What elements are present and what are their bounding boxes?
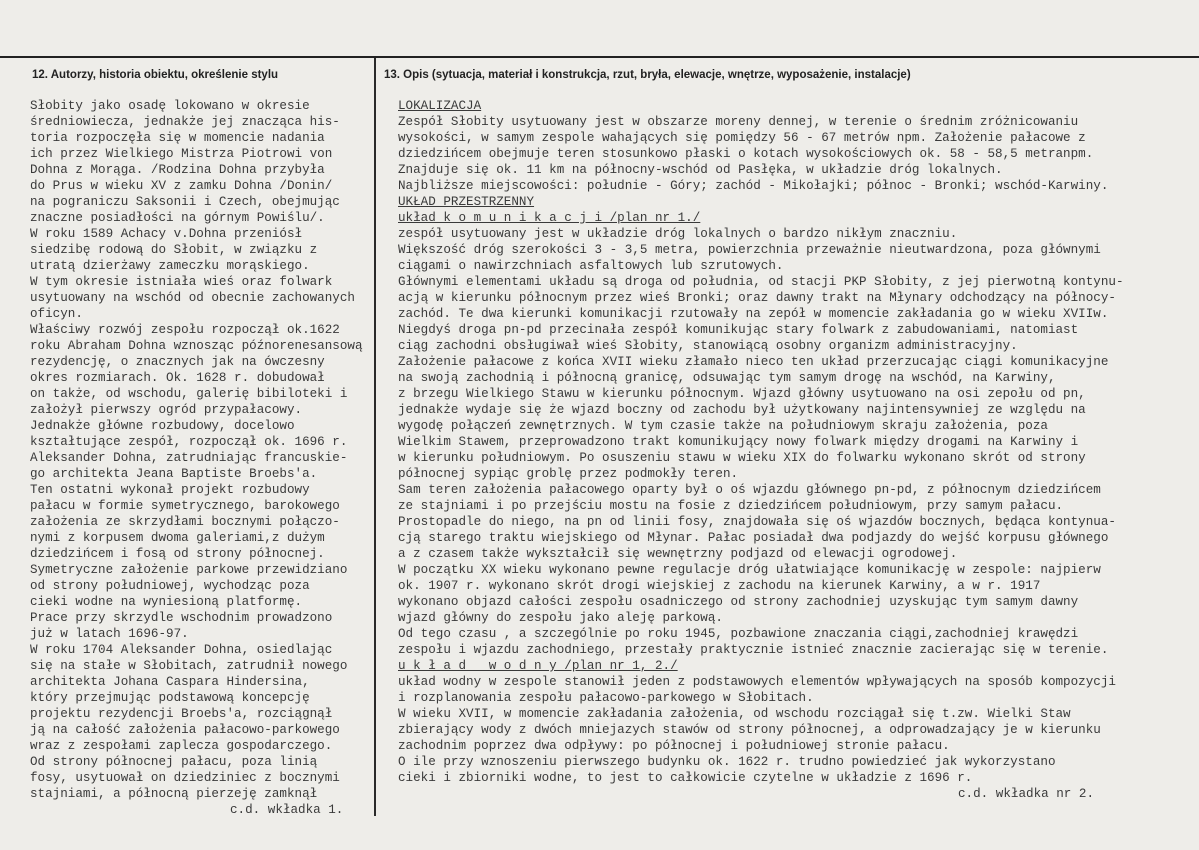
description-text-line: zbierający wody z dwóch mniejazych stawów od strony północnej, a odprowadzający je w kierunku (398, 723, 1101, 737)
description-text-line: północnej sypiąc groblę przez podmokły teren. (398, 467, 739, 481)
description-text-line: Założenie pałacowe z końca XVII wieku złamało nieco ten układ przerzucając ciągi komunikacyjne (398, 355, 1109, 369)
history-text-line: już w latach 1696-97. (30, 627, 189, 641)
history-text-line: rezydencję, o znacznych jak na ówczesny (30, 355, 325, 369)
description-text-line: i rozplanowania zespołu pałacowo-parkowego w Słobitach. (398, 691, 814, 705)
description-text-line: dziedzińcem obejmuje teren stosunkowo płaski o kotach wysokościowych ok. 58 - 58,5 metranpm. (398, 147, 1094, 161)
description-text-line: Prostopadle do niego, na pn od linii fosy, znajdowała się oś wjazdów bocznych, będąca kontynua- (398, 515, 1116, 529)
history-text-line: który przejmując podstawową koncepcję (30, 691, 310, 705)
description-text-line: Niegdyś droga pn-pd przecinała zespół komunikując stary folwark z zabudowaniami, natomiast (398, 323, 1079, 337)
history-text-line: średniowiecza, jednakże jej znacząca his- (30, 115, 340, 129)
history-text-line: nymi z korpusem dwoma galeriami,z dużym (30, 531, 325, 545)
description-continuation-note: c.d. wkładka nr 2. (958, 787, 1095, 801)
description-text-line: Większość dróg szerokości 3 - 3,5 metra, powierzchnia przeważnie nieutwardzona, poza głównymi (398, 243, 1101, 257)
description-text-line: wjazd główny do zespołu jako aleję parkową. (398, 611, 723, 625)
history-text-line: W tym okresie istniała wieś oraz folwark (30, 275, 333, 289)
description-subheading: układ k o m u n i k a c j i /plan nr 1./ (398, 211, 701, 225)
history-text-line: cieki wodne na wyniesioną platformę. (30, 595, 303, 609)
description-text-line: jednakże wydaje się że wjazd boczny od zachodu był użytkowany najintensywniej ze względu na (398, 403, 1086, 417)
history-text-line: usytuowany na wschód od obecnie zachowanych (30, 291, 355, 305)
history-text-line: toria rozpoczęła się w momencie nadania (30, 131, 325, 145)
description-text-line: a z czasem także wykształcił się wewnętrzny podjazd od elewacji ogrodowej. (398, 547, 958, 561)
description-text-line: cieki i zbiorniki wodne, to jest to całkowicie czytelne w układzie z 1696 r. (398, 771, 973, 785)
section-13-header: 13. Opis (sytuacja, materiał i konstrukcja, rzut, bryła, elewacje, wnętrze, wyposażenie, instalacje) (384, 69, 911, 81)
history-text-line: Aleksander Dohna, zatrudniając francuskie- (30, 451, 348, 465)
description-text-line: cją starego traktu wiejskiego od Młynar. Pałac posiadał dwa podjazdy do wejść korpusu głównego (398, 531, 1109, 545)
history-text-column (30, 98, 375, 818)
history-text-line: Prace przy skrzydle wschodnim prowadzono (30, 611, 333, 625)
section-12-header: 12. Autorzy, historia obiektu, określenie stylu (32, 69, 279, 81)
history-text-line: Jednakże główne rozbudowy, docelowo (30, 419, 295, 433)
description-text-line: O ile przy wznoszeniu pierwszego budynku ok. 1622 r. trudno powiedzieć jak wykorzystano (398, 755, 1056, 769)
description-text-line: W wieku XVII, w momencie zakładania założenia, od wschodu rozciągał się t.zw. Wielki Staw (398, 707, 1071, 721)
history-text-line: W roku 1704 Aleksander Dohna, osiedlając (30, 643, 333, 657)
history-text-line: stajniami, a północną pierzeję zamknął (30, 787, 318, 801)
description-subheading: LOKALIZACJA (398, 99, 482, 113)
description-subheading: u k ł a d w o d n y /plan nr 1, 2./ (398, 659, 678, 673)
description-subheading: UKŁAD PRZESTRZENNY (398, 195, 535, 209)
description-text-line: Najbliższe miejscowości: południe - Góry; zachód - Mikołajki; północ - Bronki; wschód-Karwiny. (398, 179, 1109, 193)
history-text-line: Od strony północnej pałacu, poza linią (30, 755, 318, 769)
description-text-line: ciągami o nawirzchniach asfaltowych lub szrutowych. (398, 259, 784, 273)
history-text-line: od strony południowej, wychodząc poza (30, 579, 310, 593)
history-text-line: okres rozmiarach. Ok. 1628 r. dobudował (30, 371, 325, 385)
history-text-line: utratą dzierżawy zameczku morąskiego. (30, 259, 310, 273)
history-text-line: Właściwy rozwój zespołu rozpoczął ok.1622 (30, 323, 340, 337)
history-text-line: W roku 1589 Achacy v.Dohna przeniósł (30, 227, 303, 241)
history-text-line: ich przez Wielkiego Mistrza Piotrowi von (30, 147, 333, 161)
description-text-line: na swoją zachodnią i północną granicę, odsuwając tym samym drogę na wschód, na Karwiny, (398, 371, 1056, 385)
history-text-line: na pograniczu Saksonii i Czech, obejmując (30, 195, 340, 209)
description-text-line: ze stajniami i po przejściu mostu na fosie z dziedzińcem południowym, przy samym pałacu. (398, 499, 1064, 513)
history-text-line: Słobity jako osadę lokowano w okresie (30, 99, 310, 113)
description-text-line: Zespół Słobity usytuowany jest w obszarze moreny dennej, w terenie o średnim zróżnicowaniu (398, 115, 1079, 129)
history-text-line: znaczne posiadłości na górnym Powiślu/. (30, 211, 325, 225)
description-text-line: wykonano objazd całości zespołu osadniczego od strony zachodniej uzyskując tym samym dawny (398, 595, 1079, 609)
history-text-line: projektu rezydencji Broebs'a, rozciągnął (30, 707, 333, 721)
description-text-line: ok. 1907 r. wykonano skrót drogi wiejskiej z zachodu na kierunek Karwiny, a w r. 1917 (398, 579, 1041, 593)
history-text-line: fosy, usytuował on dziedziniec z bocznymi (30, 771, 340, 785)
description-text-line: wygodę połączeń zewnętrznych. W tym czasie także na południowym skraju założenia, poza (398, 419, 1048, 433)
history-text-line: on także, od wschodu, galerię bibiloteki i (30, 387, 348, 401)
description-text-line: acją w kierunku północnym przez wieś Bronki; oraz dawny trakt na Młynary odchodzący na północy- (398, 291, 1116, 305)
history-text-line: go architekta Jeana Baptiste Broebs'a. (30, 467, 318, 481)
history-text-line: architekta Johana Caspara Hindersina, (30, 675, 310, 689)
description-text-line: Głównymi elementami układu są droga od południa, od stacji PKP Słobity, z jej pierwotną kontynu- (398, 275, 1124, 289)
description-text-line: W początku XX wieku wykonano pewne regulacje dróg ułatwiające komunikację w zespole: najpierw (398, 563, 1101, 577)
history-text-line: się na stałe w Słobitach, zatrudnił nowego (30, 659, 348, 673)
description-text-column (398, 98, 1198, 802)
history-text-line: Dohna z Morąga. /Rodzina Dohna przybyła (30, 163, 325, 177)
description-text-line: Od tego czasu , a szczególnie po roku 1945, pozbawione znaczania ciągi,zachodniej krawędzi (398, 627, 1079, 641)
description-text-line: w kierunku południowym. Po osuszeniu stawu w wieku XIX do folwarku wykonano skrót od strony (398, 451, 1086, 465)
history-text-line: ją na całość założenia pałacowo-parkowego (30, 723, 340, 737)
history-text-line: założył pierwszy ogród przypałacowy. (30, 403, 303, 417)
description-text-line: zachód. Te dwa kierunki komunikacji rzutowały na zepół w momencie zakładania go w wieku XVIIw. (398, 307, 1109, 321)
history-text-line: kształtujące zespół, rozpoczął ok. 1696 r. (30, 435, 348, 449)
top-rule (0, 56, 1199, 58)
history-text-line: dziedzińcem i fosą od strony północnej. (30, 547, 325, 561)
description-text-line: układ wodny w zespole stanowił jeden z podstawowych elementów wpływających na sposób kompozycji (398, 675, 1116, 689)
description-text-line: wysokości, w samym zespole wahających się pomiędzy 56 - 67 metrów npm. Założenie pałacowe z (398, 131, 1086, 145)
history-text-line: roku Abraham Dohna wznosząc późnorenesansową (30, 339, 363, 353)
history-text-line: siedzibę rodową do Słobit, w związku z (30, 243, 318, 257)
history-continuation-note: c.d. wkładka 1. (230, 803, 344, 817)
description-text-line: zachodnim poprzez dwa odpływy: po północnej i południowej stronie pałacu. (398, 739, 950, 753)
history-text-line: do Prus w wieku XV z zamku Dohna /Donin/ (30, 179, 333, 193)
history-text-line: Ten ostatni wykonał projekt rozbudowy (30, 483, 310, 497)
history-text-line: oficyn. (30, 307, 83, 321)
history-text-line: wraz z zespołami zaplecza gospodarczego. (30, 739, 333, 753)
description-text-line: zespołu i wjazdu zachodniego, przestały praktycznie istnieć znacznie zacierając się w terenie. (398, 643, 1109, 657)
description-text-line: Wielkim Stawem, przeprowadzono trakt komunikujący nowy folwark między drogami na Karwiny i (398, 435, 1079, 449)
description-text-line: Sam teren założenia pałacowego oparty był o oś wjazdu głównego pn-pd, z północnym dziedzińcem (398, 483, 1101, 497)
history-text-line: Symetryczne założenie parkowe przewidziano (30, 563, 348, 577)
description-text-line: ciąg zachodni obsługiwał wieś Słobity, stanowiącą osobny organizm administracyjny. (398, 339, 1018, 353)
history-text-line: założenia ze skrzydłami bocznymi połączo- (30, 515, 340, 529)
description-text-line: z brzegu Wielkiego Stawu w kierunku północnym. Wjazd główny usytuowano na osi zepołu od pn, (398, 387, 1086, 401)
history-text-line: pałacu w formie symetrycznego, barokowego (30, 499, 340, 513)
description-text-line: Znajduje się ok. 11 km na północny-wschód od Pasłęka, w układzie dróg lokalnych. (398, 163, 1003, 177)
description-text-line: zespół usytuowany jest w układzie dróg lokalnych o bardzo nikłym znaczniu. (398, 227, 958, 241)
